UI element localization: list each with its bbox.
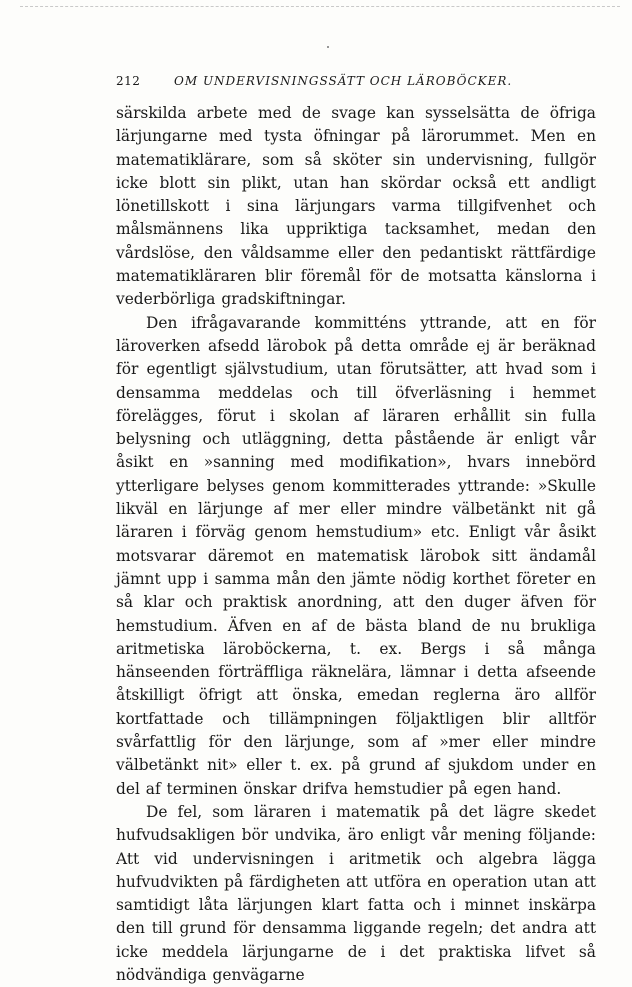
scan-edge-rule — [20, 6, 620, 7]
paragraph-committee-statement: Den ifrågavarande kommitténs yttrande, att en för läroverken afsedd lärobok på detta område ej är beräknad för egentligt självstudium, utan förutsätter, att hvad som i densamma meddelas och till öfverläsning i hemmet förelägges, förut i skolan af läraren erhållit sin fulla belysning och utläggning, detta påstående är enligt vår åsikt en »sanning med modifikation», hvars innebörd ytterligare belyses genom kommitterades yttrande: »Skulle likväl en lärjunge af mer eller mindre välbetänkt nit gå läraren i förväg genom hemstudium» etc. Enligt vår åsikt motsvarar däremot en matematisk lärobok sitt ändamål jämnt upp i samma mån den jämte nödig korthet företer en så klar och praktisk anordning, att den duger äfven för hemstudium. Äfven en af de bästa bland de nu brukliga aritmetiska läroböckerna, t. ex. Bergs i så många hänseenden förträffliga räknelära, lämnar i detta afseende åtskilligt öfrigt att önska, emedan reglerna äro allför kortfattade och tillämpningen följaktligen blir alltför svårfattlig för den lärjunge, som af »mer eller mindre välbetänkt nit» eller t. ex. på grund af sjukdom under en del af terminen önskar drifva hemstudier på egen hand. — [116, 313, 596, 798]
running-head — [116, 70, 596, 92]
body-text — [116, 102, 596, 987]
page-number: 212 — [116, 74, 141, 88]
running-title: OM UNDERVISNINGSSÄTT OCH LÄROBÖCKER. — [174, 74, 513, 88]
scan-speck — [327, 46, 329, 48]
paragraph-continued: särskilda arbete med de svage kan sysselsätta de öfriga lärjungarne med tysta öfningar på lärorummet. Men en matematiklärare, som så sköter sin undervisning, fullgör icke blott sin plikt, utan han skördar också ett andligt lönetillskott i sina lärjungars varma tillgifvenhet och målsmännens lika uppriktiga tacksamhet, medan den vårdslöse, den våldsamme eller den pedantiskt rättfärdige matematikläraren blir föremål för de motsatta känslorna i vederbörliga gradskiftningar. — [116, 104, 596, 309]
paragraph-teacher-errors: De fel, som läraren i matematik på det lägre skedet hufvudsakligen bör undvika, äro enligt vår mening följande: Att vid undervisningen i aritmetik och algebra lägga hufvudvikten på färdigheten att utföra en operation utan att samtidigt låta lärjungen klart fatta och i minnet inskärpa den till grund för densamma liggande regeln; det andra att icke meddela lärjungarne de i det praktiska lifvet så nödvändiga genvägarne — [116, 802, 596, 984]
book-page — [116, 70, 596, 987]
